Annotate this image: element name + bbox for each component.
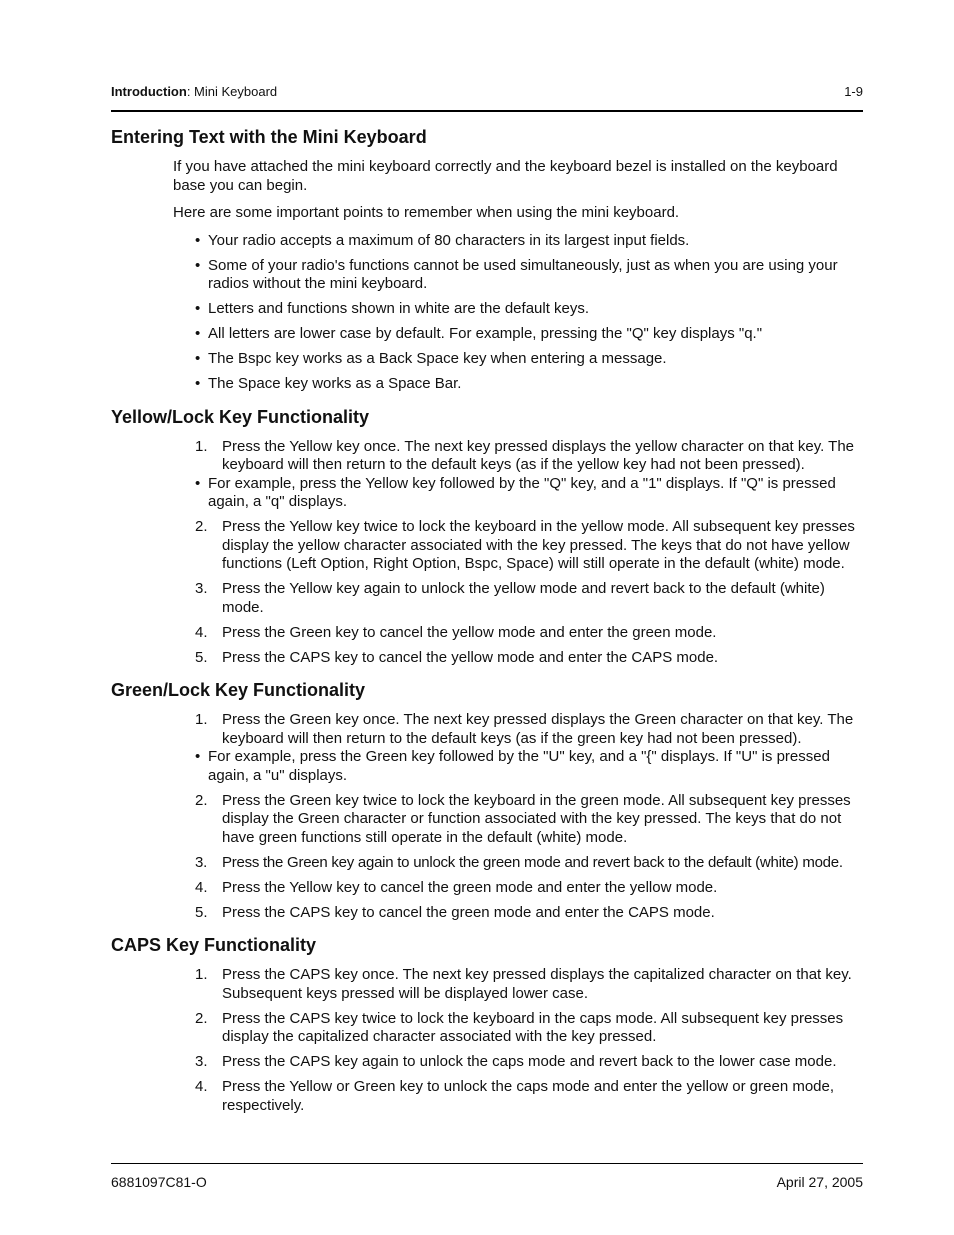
header-rule xyxy=(111,110,863,112)
list-item: 4. Press the Yellow or Green key to unlock the caps mode and enter the yellow or green mode, respectively. xyxy=(195,1078,835,1114)
list-item: • Some of your radio's functions cannot be used simultaneously, just as when you are using your radios without the mini keyboard. xyxy=(111,257,863,294)
list-item: 3. Press the Green key again to unlock the green mode and revert back to the default (white) mode. xyxy=(195,853,843,871)
list-item: • Your radio accepts a maximum of 80 characters in its largest input fields. xyxy=(111,232,863,251)
list-item: 5. Press the CAPS key to cancel the green mode and enter the CAPS mode. xyxy=(195,903,715,921)
footer-rule xyxy=(111,1163,863,1164)
list-item: • For example, press the Green key followed by the "U" key, and a "{" displays. If "U" is pressed again, a "u" displays. xyxy=(111,748,863,785)
list-item: 3. Press the CAPS key again to unlock the caps mode and revert back to the lower case mode. xyxy=(195,1053,837,1070)
bullet-list xyxy=(111,232,863,394)
section-title-caps: CAPS Key Functionality xyxy=(111,935,317,955)
header-title: Introduction: Mini Keyboard xyxy=(111,84,278,99)
page-number: 1-9 xyxy=(844,84,863,99)
list-item: • For example, press the Yellow key followed by the "Q" key, and a "1" displays. If "Q" is pressed again, a "q" displays. xyxy=(111,475,863,512)
list-item: 4. Press the Yellow key to cancel the green mode and enter the yellow mode. xyxy=(195,878,718,896)
list-item: 3. Press the Yellow key again to unlock the yellow mode and revert back to the default (white) mode. xyxy=(195,580,825,616)
page-header xyxy=(111,84,863,99)
list-item: 1. Press the CAPS key once. The next key pressed displays the capitalized character on that key. Subsequent keys pressed will be displayed lower case. xyxy=(195,966,852,1002)
list-item: 4. Press the Green key to cancel the yellow mode and enter the green mode. xyxy=(195,623,717,641)
list-item: 2. Press the Green key twice to lock the keyboard in the green mode. All subsequent key presses display the Green character or function associated with the key pressed. The keys that do not have green functions still operate in the default (white) mode. xyxy=(195,791,851,846)
section-title-entering-text: Entering Text with the Mini Keyboard xyxy=(111,127,427,147)
list-item: 1. Press the Yellow key once. The next key pressed displays the yellow character on that key. The keyboard will then return to the default keys (as if the yellow key had not been pressed). xyxy=(195,437,855,473)
doc-date: April 27, 2005 xyxy=(776,1174,863,1190)
list-item: 2. Press the CAPS key twice to lock the keyboard in the caps mode. All subsequent key presses display the capitalized character associated with the key pressed. xyxy=(195,1009,844,1045)
list-item: • The Bspc key works as a Back Space key when entering a message. xyxy=(111,350,863,369)
section-title-green-lock: Green/Lock Key Functionality xyxy=(111,680,366,700)
paragraph: If you have attached the mini keyboard correctly and the keyboard bezel is installed on the keyboard base you can begin. xyxy=(173,158,838,194)
paragraph: Here are some important points to remember when using the mini keyboard. xyxy=(173,204,680,221)
list-item: 1. Press the Green key once. The next key pressed displays the Green character on that key. The keyboard will then return to the default keys (as if the green key had not been pressed). xyxy=(195,711,854,747)
page-footer xyxy=(111,1174,863,1190)
doc-number: 6881097C81-O xyxy=(111,1174,207,1190)
list-item: 2. Press the Yellow key twice to lock the keyboard in the yellow mode. All subsequent key presses display the yellow character associated with the key pressed. The keys that do not have yellow functions (Left Option, Right Option, Bspc, Space) will still operate in the default (white) mode. xyxy=(195,518,855,572)
list-item: • All letters are lower case by default. For example, pressing the "Q" key displays "q." xyxy=(111,325,863,344)
list-item: 5. Press the CAPS key to cancel the yellow mode and enter the CAPS mode. xyxy=(195,648,719,666)
list-item: • The Space key works as a Space Bar. xyxy=(111,375,863,394)
section-title-yellow-lock: Yellow/Lock Key Functionality xyxy=(111,406,370,427)
page-content xyxy=(111,126,863,1122)
list-item: • Letters and functions shown in white are the default keys. xyxy=(111,300,863,319)
